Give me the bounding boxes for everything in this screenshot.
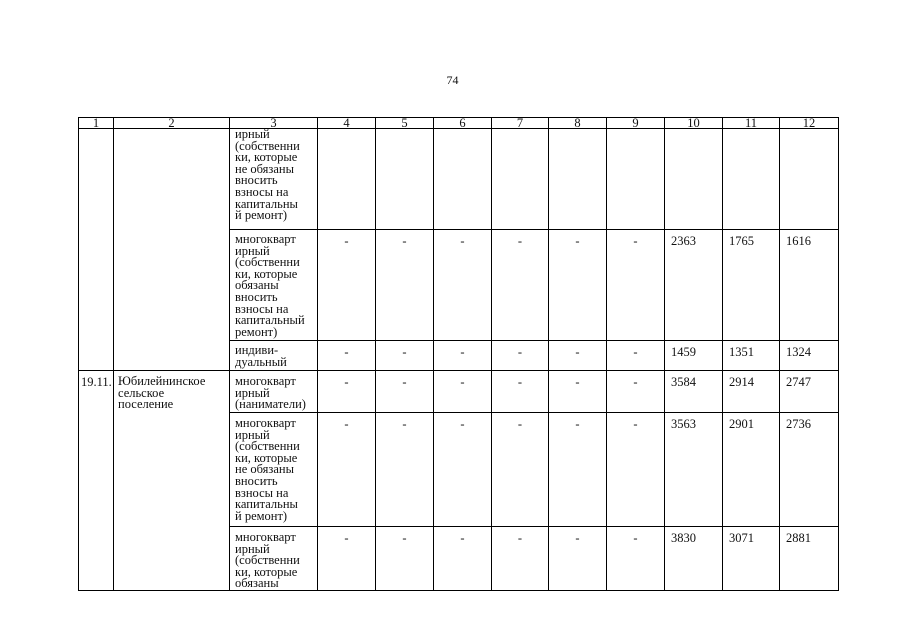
table-cell: - [434,230,492,341]
table-cell: - [376,413,434,527]
column-number: 6 [434,118,492,129]
table-cell: 1459 [665,341,723,371]
column-number-row [79,118,839,129]
column-number: 7 [492,118,549,129]
table-cell [723,129,780,230]
column-number: 2 [114,118,230,129]
column-number: 1 [79,118,114,129]
column-number: 4 [318,118,376,129]
column-number: 3 [230,118,318,129]
column-number: 11 [723,118,780,129]
table-cell [549,129,607,230]
table-cell [492,129,549,230]
tariff-table [78,117,839,591]
table-cell: 1324 [780,341,839,371]
table-cell: - [376,371,434,413]
table-cell: 3830 [665,527,723,591]
column-number: 12 [780,118,839,129]
table-cell: 2736 [780,413,839,527]
housing-type-cell: многокварт ирный (собственни ки, которые не обязаны вносить взносы на капитальны й ремонт) [230,413,318,527]
table-cell [780,129,839,230]
table-cell: 2747 [780,371,839,413]
table-cell: - [492,230,549,341]
table-cell: - [376,230,434,341]
table-cell: 1616 [780,230,839,341]
table-cell [607,129,665,230]
table-cell: - [434,341,492,371]
table-cell: - [318,371,376,413]
table-cell [376,129,434,230]
table-row [79,371,839,413]
table-cell: 3584 [665,371,723,413]
table-cell: - [318,341,376,371]
table-cell: - [607,341,665,371]
table-row [79,129,839,230]
column-number: 10 [665,118,723,129]
table-cell: - [318,230,376,341]
table-cell: 2901 [723,413,780,527]
settlement-name: Юбилейнинское сельское поселение [114,371,230,591]
settlement-name-cell [114,129,230,371]
table-cell: - [318,413,376,527]
table-cell: - [549,341,607,371]
housing-type-cell: индиви- дуальный [230,341,318,371]
table-cell: - [549,230,607,341]
table-cell: - [607,527,665,591]
table-cell: - [549,371,607,413]
column-number: 9 [607,118,665,129]
housing-type-cell: многокварт ирный (собственни ки, которые обязаны вносить взносы на капитальный ремонт) [230,230,318,341]
housing-type-cell: многокварт ирный (наниматели) [230,371,318,413]
table-cell: - [549,413,607,527]
table-cell: 1351 [723,341,780,371]
table-cell: - [492,527,549,591]
table-cell: 1765 [723,230,780,341]
housing-type-cell: многокварт ирный (собственни ки, которые обязаны [230,527,318,591]
table-cell: - [607,413,665,527]
table-cell: - [318,527,376,591]
table-cell: 3563 [665,413,723,527]
table-cell: - [607,371,665,413]
table-cell: 3071 [723,527,780,591]
column-number: 5 [376,118,434,129]
table-cell: - [492,341,549,371]
page-number: 74 [446,73,459,87]
housing-type-cell: ирный (собственни ки, которые не обязаны вносить взносы на капитальны й ремонт) [230,129,318,230]
table-cell: - [434,371,492,413]
table-cell [665,129,723,230]
table-cell: - [549,527,607,591]
settlement-code-cell [79,129,114,371]
table-cell [318,129,376,230]
table-cell: - [376,527,434,591]
table-cell: - [492,413,549,527]
table-cell: 2881 [780,527,839,591]
column-number: 8 [549,118,607,129]
table-cell: - [492,371,549,413]
table-cell: - [434,413,492,527]
settlement-code: 19.11. [79,371,114,591]
table-cell: - [376,341,434,371]
table-cell: 2363 [665,230,723,341]
table-cell: - [434,527,492,591]
table-cell [434,129,492,230]
table-cell: - [607,230,665,341]
table-cell: 2914 [723,371,780,413]
